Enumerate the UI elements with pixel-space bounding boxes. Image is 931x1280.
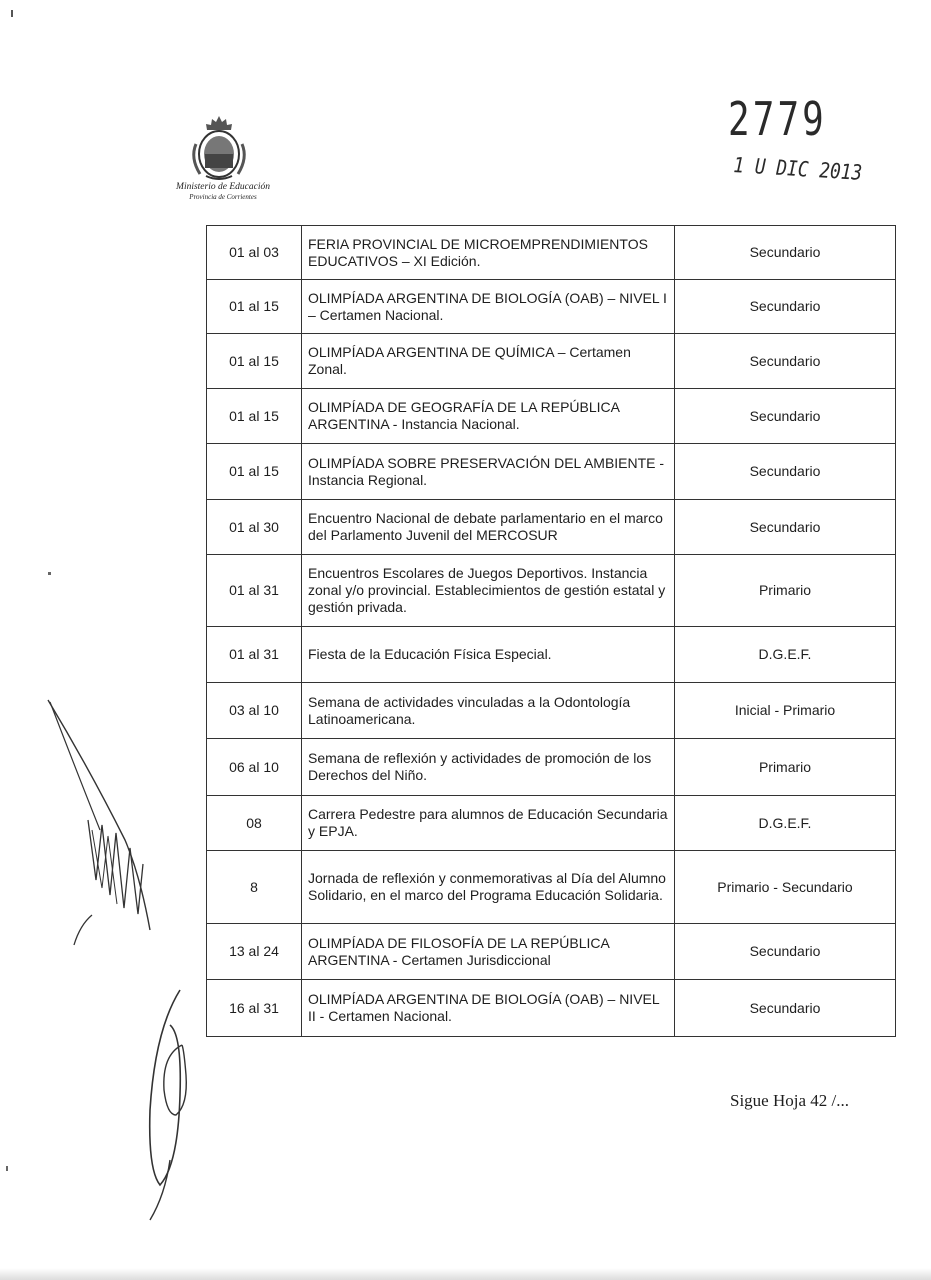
activities-table bbox=[206, 225, 896, 1037]
event-cell: OLIMPÍADA DE GEOGRAFÍA DE LA REPÚBLICA ARGENTINA - Instancia Nacional. bbox=[302, 389, 675, 444]
event-cell: OLIMPÍADA SOBRE PRESERVACIÓN DEL AMBIENTE - Instancia Regional. bbox=[302, 444, 675, 500]
coat-of-arms-icon bbox=[188, 114, 250, 182]
table-row bbox=[207, 627, 896, 683]
table-row bbox=[207, 739, 896, 796]
table-row bbox=[207, 500, 896, 555]
level-cell: Secundario bbox=[675, 334, 896, 389]
scan-mark bbox=[11, 10, 13, 17]
level-cell: D.G.E.F. bbox=[675, 627, 896, 683]
scan-mark bbox=[6, 1166, 8, 1171]
event-cell: Jornada de reflexión y conmemorativas al Día del Alumno Solidario, en el marco del Programa Educación Solidaria. bbox=[302, 851, 675, 924]
date-cell: 16 al 31 bbox=[207, 980, 302, 1037]
level-cell: Secundario bbox=[675, 924, 896, 980]
date-cell: 01 al 31 bbox=[207, 555, 302, 627]
event-cell: OLIMPÍADA DE FILOSOFÍA DE LA REPÚBLICA ARGENTINA - Certamen Jurisdiccional bbox=[302, 924, 675, 980]
page-edge bbox=[0, 1268, 931, 1280]
date-cell: 06 al 10 bbox=[207, 739, 302, 796]
level-cell: Secundario bbox=[675, 980, 896, 1037]
level-cell: Secundario bbox=[675, 280, 896, 334]
table-row bbox=[207, 444, 896, 500]
table-row bbox=[207, 334, 896, 389]
event-cell: OLIMPÍADA ARGENTINA DE BIOLOGÍA (OAB) – NIVEL I – Certamen Nacional. bbox=[302, 280, 675, 334]
level-cell: Primario - Secundario bbox=[675, 851, 896, 924]
date-cell: 01 al 31 bbox=[207, 627, 302, 683]
event-cell: OLIMPÍADA ARGENTINA DE BIOLOGÍA (OAB) – NIVEL II - Certamen Nacional. bbox=[302, 980, 675, 1037]
date-cell: 13 al 24 bbox=[207, 924, 302, 980]
table-row bbox=[207, 389, 896, 444]
table-row bbox=[207, 280, 896, 334]
date-cell: 8 bbox=[207, 851, 302, 924]
date-cell: 01 al 03 bbox=[207, 226, 302, 280]
signature bbox=[30, 690, 200, 1230]
date-cell: 03 al 10 bbox=[207, 683, 302, 739]
event-cell: Encuentro Nacional de debate parlamentario en el marco del Parlamento Juvenil del MERCOSUR bbox=[302, 500, 675, 555]
event-cell: Encuentros Escolares de Juegos Deportivos. Instancia zonal y/o provincial. Establecimientos de gestión estatal y gestión privada. bbox=[302, 555, 675, 627]
date-cell: 08 bbox=[207, 796, 302, 851]
level-cell: Primario bbox=[675, 555, 896, 627]
level-cell: Inicial - Primario bbox=[675, 683, 896, 739]
continuation-note: Sigue Hoja 42 /... bbox=[730, 1091, 849, 1110]
resolution-number-stamp: 2779 bbox=[728, 92, 827, 146]
table-row bbox=[207, 555, 896, 627]
date-cell: 01 al 15 bbox=[207, 389, 302, 444]
table-row bbox=[207, 924, 896, 980]
event-cell: Semana de reflexión y actividades de promoción de los Derechos del Niño. bbox=[302, 739, 675, 796]
level-cell: D.G.E.F. bbox=[675, 796, 896, 851]
date-cell: 01 al 15 bbox=[207, 444, 302, 500]
event-cell: OLIMPÍADA ARGENTINA DE QUÍMICA – Certamen Zonal. bbox=[302, 334, 675, 389]
table-row bbox=[207, 796, 896, 851]
table-row bbox=[207, 683, 896, 739]
date-cell: 01 al 15 bbox=[207, 334, 302, 389]
level-cell: Secundario bbox=[675, 226, 896, 280]
date-cell: 01 al 30 bbox=[207, 500, 302, 555]
resolution-date-stamp: 1 U DIC 2013 bbox=[732, 152, 863, 185]
table-row bbox=[207, 851, 896, 924]
level-cell: Primario bbox=[675, 739, 896, 796]
scan-mark bbox=[48, 572, 51, 575]
event-cell: FERIA PROVINCIAL DE MICROEMPRENDIMIENTOS EDUCATIVOS – XI Edición. bbox=[302, 226, 675, 280]
level-cell: Secundario bbox=[675, 500, 896, 555]
event-cell: Fiesta de la Educación Física Especial. bbox=[302, 627, 675, 683]
event-cell: Carrera Pedestre para alumnos de Educación Secundaria y EPJA. bbox=[302, 796, 675, 851]
level-cell: Secundario bbox=[675, 389, 896, 444]
level-cell: Secundario bbox=[675, 444, 896, 500]
ministry-name: Ministerio de Educación bbox=[176, 182, 270, 192]
ministry-province: Provincia de Corrientes bbox=[189, 193, 257, 201]
table-row bbox=[207, 980, 896, 1037]
event-cell: Semana de actividades vinculadas a la Odontología Latinoamericana. bbox=[302, 683, 675, 739]
table-row bbox=[207, 226, 896, 280]
date-cell: 01 al 15 bbox=[207, 280, 302, 334]
